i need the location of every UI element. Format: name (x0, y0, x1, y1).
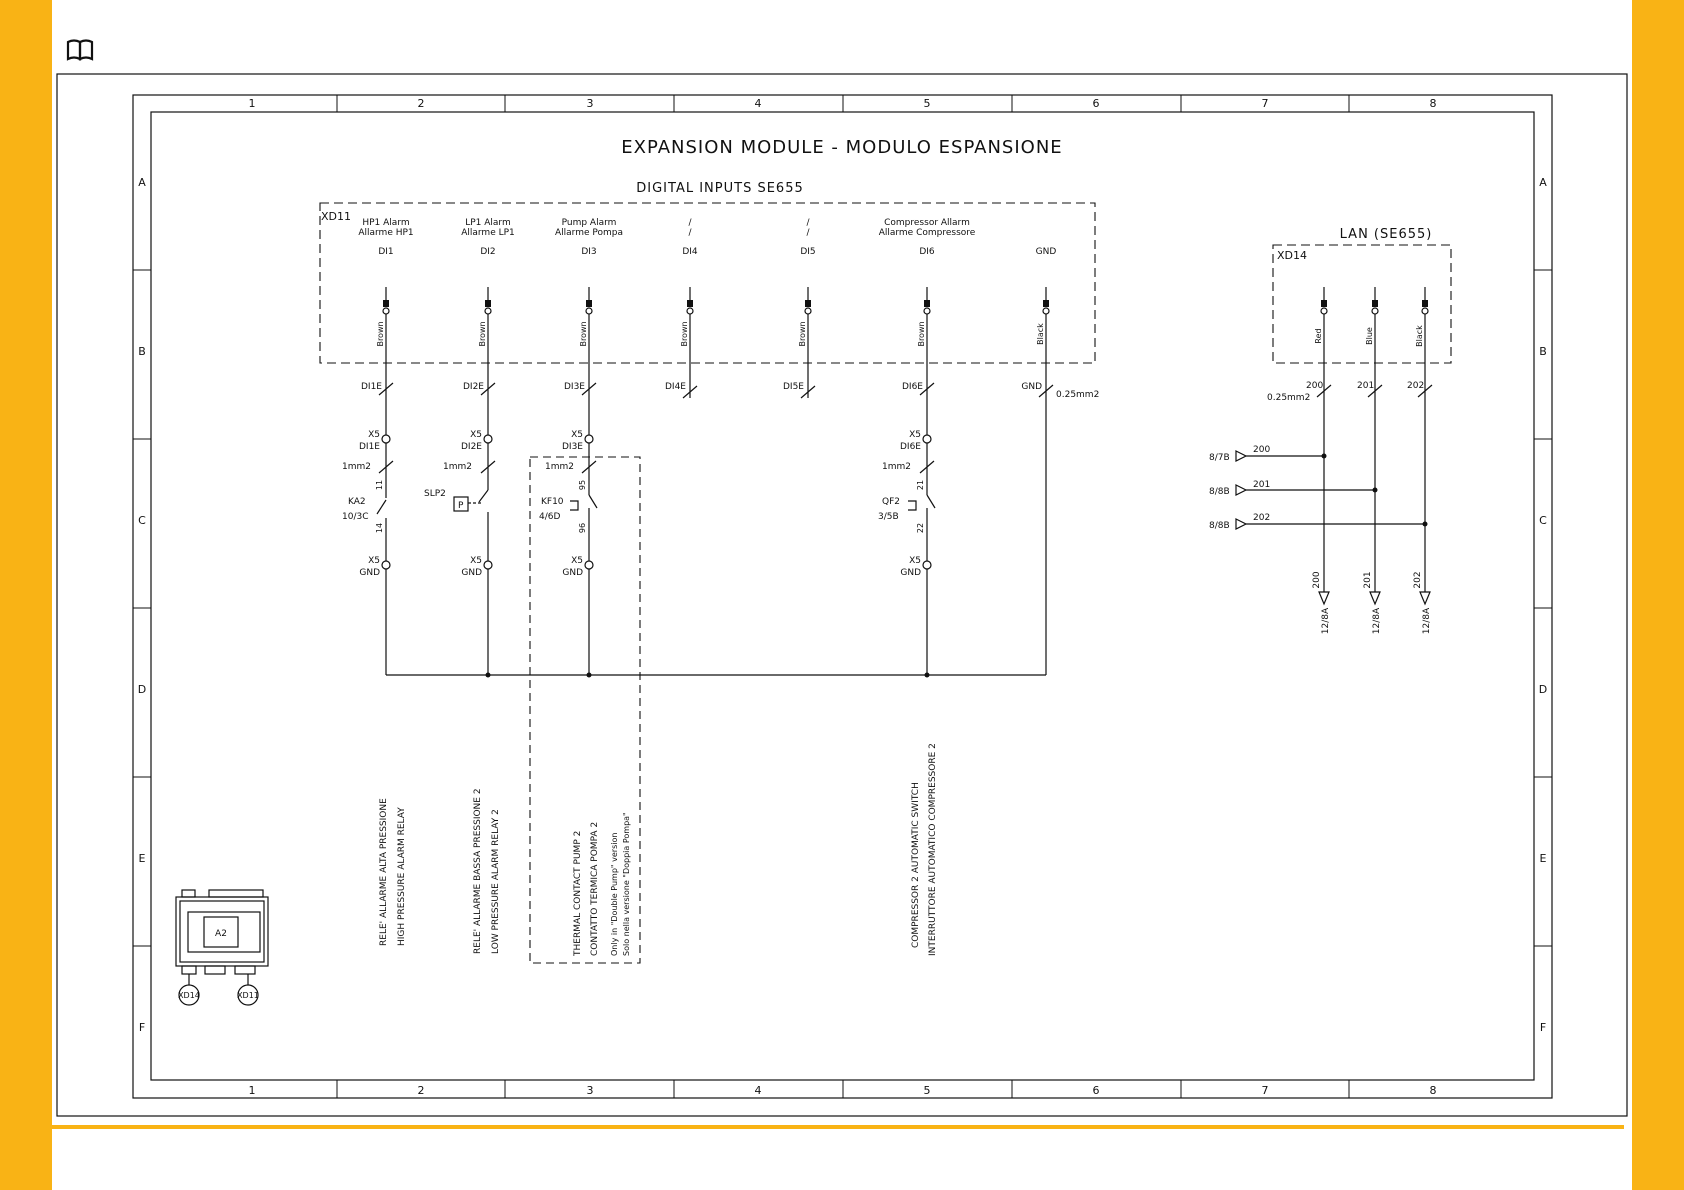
module-a2-drawing (176, 890, 268, 1005)
col-label-bottom: 2 (417, 1084, 425, 1097)
description-text: INTERRUTTORE AUTOMATICO COMPRESSORE 2 (928, 743, 938, 956)
lan-section-label: 0.25mm2 (1267, 393, 1311, 403)
cable-label: GND (1021, 382, 1042, 392)
section-label: 1mm2 (443, 462, 472, 472)
slp2-symbol: P (458, 501, 464, 511)
lan-wire-number: 200 (1306, 381, 1324, 391)
ka2-ref: 10/3C (342, 512, 369, 522)
inner-border (151, 112, 1534, 1080)
terminal-label: GND (359, 568, 380, 578)
col-label-top: 2 (417, 97, 425, 110)
ka2-pin-bottom: 14 (375, 522, 384, 534)
channel-label: / (806, 228, 810, 238)
lan-wire-number-vertical: 202 (1413, 571, 1423, 589)
channel-label: / (806, 218, 810, 228)
wire-color: Black (1036, 323, 1045, 345)
terminal-label: X5 (571, 556, 583, 566)
row-label-left: F (138, 1021, 146, 1034)
lan-bus-number: 201 (1253, 480, 1271, 490)
wire-color: Brown (376, 321, 385, 347)
cable-label: DI3E (564, 382, 585, 392)
lan-dest-ref: 12/8A (1422, 607, 1432, 635)
terminal-label: X5 (368, 556, 380, 566)
row-ruler (133, 270, 1552, 946)
channel-label: Allarme Pompa (555, 228, 623, 238)
terminal-label: X5 (470, 556, 482, 566)
channel-label: / (688, 218, 692, 228)
kf10-pin-bottom: 96 (578, 522, 587, 534)
terminal-label: X5 (571, 430, 583, 440)
qf2-ref: 3/5B (878, 512, 899, 522)
description-text: HIGH PRESSURE ALARM RELAY (397, 807, 407, 946)
lan-source-ref: 8/7B (1209, 453, 1230, 463)
col-label-top: 7 (1261, 97, 1269, 110)
wire-color: Brown (579, 321, 588, 347)
drawing-border (133, 95, 1552, 1098)
qf2-pin-bottom: 22 (916, 522, 925, 534)
row-label-right: C (1539, 514, 1547, 527)
row-label-right: F (1539, 1021, 1547, 1034)
wire-color: Brown (798, 321, 807, 347)
module-a2-label: A2 (215, 929, 227, 939)
channel-label: Allarme LP1 (461, 228, 515, 238)
lan-wire-color: Black (1415, 325, 1424, 347)
terminal-label: X5 (368, 430, 380, 440)
description-text: THERMAL CONTACT PUMP 2 (573, 830, 583, 956)
description-note: Only in "Double Pump" version (610, 832, 619, 956)
qf2-label: QF2 (882, 497, 900, 507)
wire-color: Brown (680, 321, 689, 347)
terminal-label: GND (562, 568, 583, 578)
channel-label: Allarme HP1 (358, 228, 414, 238)
terminal-label: GND (461, 568, 482, 578)
col-label-top: 3 (586, 97, 594, 110)
module-port-label: XD11 (237, 991, 259, 1000)
col-label-bottom: 3 (586, 1084, 594, 1097)
lan-wire-number: 201 (1357, 381, 1375, 391)
xd14-label: XD14 (1277, 249, 1308, 262)
pin-label: DI1 (378, 247, 394, 257)
col-label-bottom: 4 (754, 1084, 762, 1097)
xd11-connector-box (320, 203, 1095, 363)
lan-dest-ref: 12/8A (1321, 607, 1331, 635)
channel-label: HP1 Alarm (362, 218, 410, 228)
description-text: RELE' ALLARME ALTA PRESSIONE (379, 798, 389, 946)
pin-label: DI5 (800, 247, 816, 257)
ka2-label: KA2 (348, 497, 366, 507)
wire-color: Brown (917, 321, 926, 347)
terminal-label: DI6E (900, 442, 921, 452)
cable-label: DI4E (665, 382, 686, 392)
pin-label: DI2 (480, 247, 496, 257)
cable-label: DI5E (783, 382, 804, 392)
description-text: CONTATTO TERMICA POMPA 2 (590, 821, 600, 956)
col-label-top: 8 (1429, 97, 1437, 110)
kf10-ref: 4/6D (539, 512, 561, 522)
description-text: COMPRESSOR 2 AUTOMATIC SWITCH (911, 782, 921, 948)
col-label-bottom: 7 (1261, 1084, 1269, 1097)
terminal-label: X5 (909, 430, 921, 440)
lan-wire-color: Blue (1365, 327, 1374, 345)
section-label: 1mm2 (545, 462, 574, 472)
channel-label: Compressor Allarm (884, 218, 970, 228)
col-label-bottom: 6 (1092, 1084, 1100, 1097)
kf10-pin-top: 95 (578, 479, 587, 491)
lan-dest-ref: 12/8A (1372, 607, 1382, 635)
col-label-bottom: 8 (1429, 1084, 1437, 1097)
gnd-section-label: 0.25mm2 (1056, 390, 1100, 400)
terminal-label: DI3E (562, 442, 583, 452)
ka2-pin-top: 11 (375, 479, 384, 491)
xd11-label: XD11 (321, 210, 352, 223)
cable-label: DI2E (463, 382, 484, 392)
row-label-left: B (138, 345, 146, 358)
row-label-left: C (138, 514, 146, 527)
row-label-right: B (1539, 345, 1547, 358)
pin-blocks (383, 300, 1049, 678)
lan-wire-number-vertical: 200 (1312, 571, 1322, 589)
row-label-right: D (1538, 683, 1548, 696)
description-note: Solo nella versione "Doppia Pompa" (622, 812, 631, 956)
terminal-label: X5 (470, 430, 482, 440)
module-port-label: XD14 (178, 991, 200, 1000)
section-label: 1mm2 (342, 462, 371, 472)
col-label-top: 6 (1092, 97, 1100, 110)
lan-bus-number: 202 (1253, 513, 1271, 523)
terminal-label: DI1E (359, 442, 380, 452)
terminal-label: DI2E (461, 442, 482, 452)
channel-label: / (688, 228, 692, 238)
channel-label: Allarme Compressore (878, 228, 976, 238)
lan-wire-color: Red (1314, 328, 1323, 344)
pin-label: DI3 (581, 247, 597, 257)
terminal-label: X5 (909, 556, 921, 566)
row-label-left: E (138, 852, 146, 865)
kf10-label: KF10 (541, 497, 564, 507)
col-label-top: 4 (754, 97, 762, 110)
pin-label: DI6 (919, 247, 935, 257)
cable-label: DI1E (361, 382, 382, 392)
qf2-pin-top: 21 (916, 479, 925, 491)
section-label: 1mm2 (882, 462, 911, 472)
lan-title: LAN (SE655) (1339, 227, 1433, 242)
terminal-label: GND (900, 568, 921, 578)
channel-label: Pump Alarm (561, 218, 617, 228)
description-text: RELE' ALLARME BASSA PRESSIONE 2 (473, 788, 483, 954)
col-label-bottom: 5 (923, 1084, 931, 1097)
lan-source-ref: 8/8B (1209, 521, 1230, 531)
diagram-title: EXPANSION MODULE - MODULO ESPANSIONE (621, 137, 1063, 158)
row-label-left: D (137, 683, 147, 696)
row-label-right: E (1539, 852, 1547, 865)
wire-color: Brown (478, 321, 487, 347)
col-label-top: 1 (248, 97, 256, 110)
row-label-right: A (1539, 176, 1547, 189)
col-label-bottom: 1 (248, 1084, 256, 1097)
cable-label: DI6E (902, 382, 923, 392)
lan-wire-number: 202 (1407, 381, 1425, 391)
slp2-label: SLP2 (424, 489, 446, 499)
digital-inputs-title: DIGITAL INPUTS SE655 (636, 181, 804, 196)
col-label-top: 5 (923, 97, 931, 110)
lan-wire-number-vertical: 201 (1363, 571, 1373, 589)
description-text: LOW PRESSURE ALARM RELAY 2 (491, 809, 501, 954)
lan-bus-number: 200 (1253, 445, 1271, 455)
lan-source-ref: 8/8B (1209, 487, 1230, 497)
column-ruler (337, 95, 1349, 1098)
row-label-left: A (138, 176, 146, 189)
pin-label: GND (1035, 247, 1057, 257)
pin-label: DI4 (682, 247, 698, 257)
channel-label: LP1 Alarm (465, 218, 511, 228)
